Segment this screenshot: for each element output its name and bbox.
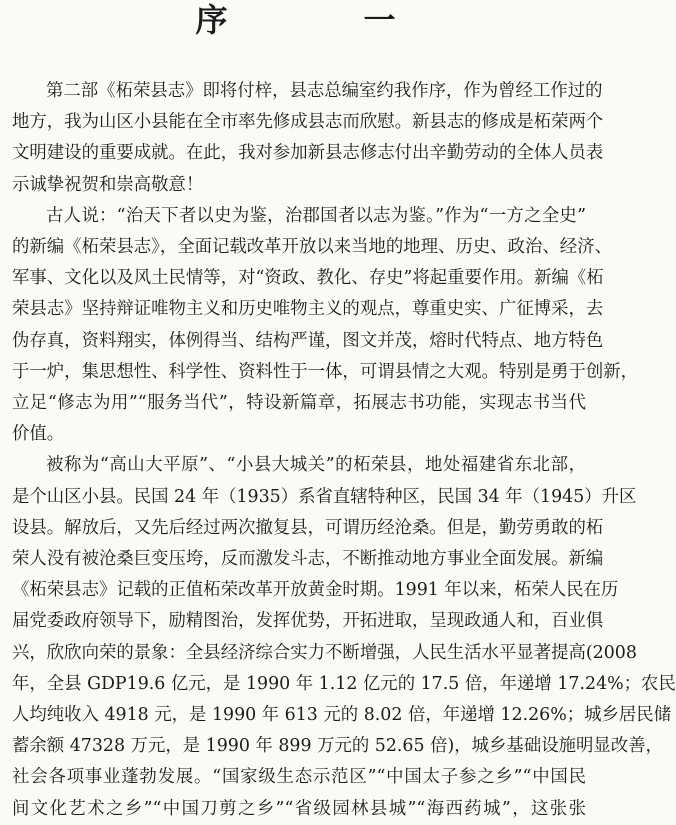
text-line: 军事、文化以及风土民情等，对“资政、教化、存史”将起重要作用。新编《柘 bbox=[12, 268, 604, 289]
text-line: 于一炉，集思想性、科学性、资料性于一体，可谓县情之大观。特别是勇于创新， bbox=[12, 361, 639, 382]
text-line: 价值。 bbox=[12, 424, 65, 445]
paragraph-2 bbox=[12, 201, 639, 451]
paragraph-1 bbox=[12, 76, 604, 201]
text-line: 是个山区小县。民国 24 年（1935）系省直辖特种区，民国 34 年（1945）升区 bbox=[12, 486, 637, 507]
text-line: 古人说：“治天下者以史为鉴，治郡国者以志为鉴。”作为“一方之全史” bbox=[46, 205, 586, 226]
text-line: 被称为“高山大平原”、“小县大城关”的柘荣县，地处福建省东北部， bbox=[46, 455, 586, 476]
text-line: 文明建设的重要成就。在此，我对参加新县志修志付出辛勤劳动的全体人员表 bbox=[12, 143, 604, 164]
text-line: 社会各项事业蓬勃发展。“国家级生态示范区”“中国太子参之乡”“中国民 bbox=[12, 767, 586, 788]
text-line: 届党委政府领导下，励精图治，发挥优势，开拓进取，呈现政通人和，百业俱 bbox=[12, 611, 604, 632]
text-line: 兴，欣欣向荣的景象：全县经济综合实力不断增强，人民生活水平显著提高(2008 bbox=[12, 642, 637, 663]
text-line: 荣县志》坚持辩证唯物主义和历史唯物主义的观点，尊重史实、广征博采，去 bbox=[12, 299, 604, 320]
text-line: 间文化艺术之乡”“中国刀剪之乡”“省级园林县城”“海西药城”，这张张 bbox=[12, 798, 586, 819]
paragraph-3 bbox=[12, 450, 676, 824]
page-title: 序 一 bbox=[195, 1, 448, 39]
text-line: 立足“修志为用”“服务当代”，特设新篇章，拓展志书功能，实现志书当代 bbox=[12, 393, 586, 414]
text-line: 《柘荣县志》记载的正值柘荣改革开放黄金时期。1991 年以来，柘荣人民在历 bbox=[12, 580, 619, 601]
text-line: 人均纯收入 4918 元，是 1990 年 613 元的 8.02 倍，年递增 12.26%；城乡居民储 bbox=[12, 705, 672, 726]
text-line: 第二部《柘荣县志》即将付梓，县志总编室约我作序，作为曾经工作过的 bbox=[46, 81, 603, 101]
document-body bbox=[12, 76, 676, 825]
text-line: 伪存真，资料翔实，体例得当、结构严谨，图文并茂，熔时代特点、地方特色 bbox=[12, 330, 604, 351]
text-line: 年，全县 GDP19.6 亿元，是 1990 年 1.12 亿元的 17.5 倍，年递增 17.24%；农民 bbox=[12, 673, 676, 694]
text-line: 荣人没有被沧桑巨变压垮，反而激发斗志，不断推动地方事业全面发展。新编 bbox=[12, 549, 604, 570]
text-line: 地方，我为山区小县能在全市率先修成县志而欣慰。新县志的修成是柘荣两个 bbox=[12, 112, 604, 133]
text-line: 蓄余额 47328 万元，是 1990 年 899 万元的 52.65 倍)，城乡基础设施明显改善， bbox=[12, 736, 663, 757]
text-line: 示诚挚祝贺和崇高敬意！ bbox=[12, 174, 204, 195]
text-line: 设县。解放后，又先后经过两次撤复县，可谓历经沧桑。但是，勤劳勇敢的柘 bbox=[12, 517, 604, 538]
text-line: 的新编《柘荣县志》，全面记载改革开放以来当地的地理、历史、政治、经济、 bbox=[12, 237, 612, 258]
